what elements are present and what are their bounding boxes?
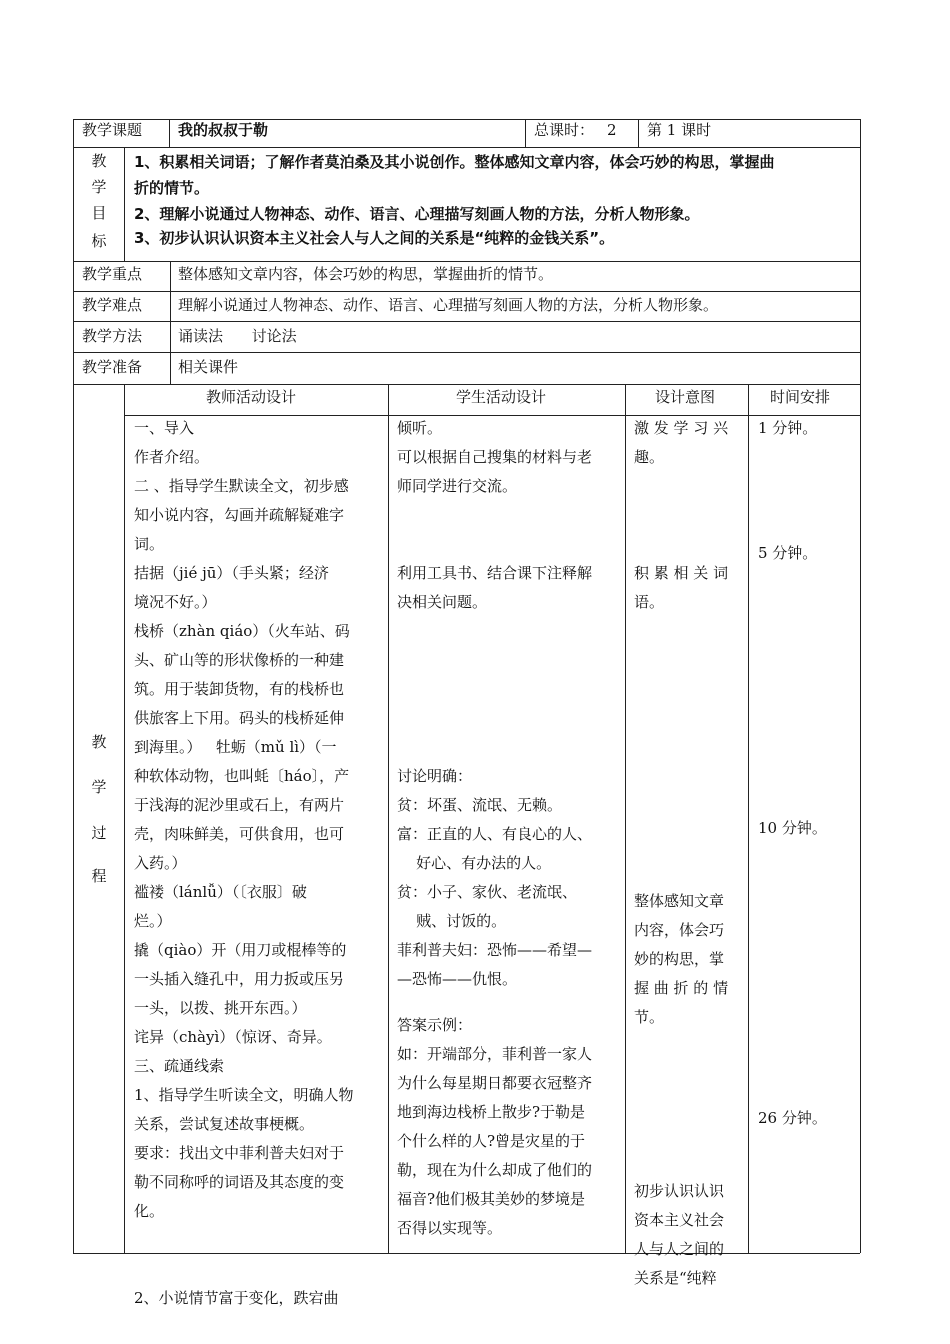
student-line: 倾听。 [397,419,443,437]
col-header-intent: 设计意图 [655,388,716,406]
teacher-line: 到海里。） 牡蛎（mǔ lì）（一 [134,738,337,756]
intent-line: 积 累 相 关 词 [634,564,729,582]
student-line: 富：正直的人、有良心的人、 [397,825,593,843]
time-column [758,414,858,1244]
student-line: 菲利普夫妇：恐怖——希望— [397,941,593,959]
intent-line: 人与人之间的 [634,1239,725,1258]
teacher-line: 三、疏通线索 [134,1057,225,1075]
teacher-line: 作者介绍。 [134,448,210,466]
student-line: 否得以实现等。 [397,1219,503,1238]
intent-line: 初步认识认识 [634,1181,725,1200]
teacher-line: 烂。） [134,912,172,930]
teacher-line: 化。 [134,1202,165,1220]
time-line: 10 分钟。 [758,819,827,838]
teacher-line: 筑。用于装卸货物，有的栈桥也 [134,680,345,698]
design-intent-column [634,414,746,1287]
time-line: 26 分钟。 [758,1109,827,1128]
intent-line: 节。 [634,1007,665,1026]
teacher-line: 知小说内容，勾画并疏解疑难字 [134,506,345,524]
student-line: 贼、讨饭的。 [397,912,507,930]
teacher-line: 一头插入缝孔中，用力扳或压另 [134,970,345,988]
teacher-line: 壳，肉味鲜美，可供食用，也可 [134,825,345,843]
teacher-line: 境况不好。） [134,593,217,611]
col-header-student: 学生活动设计 [456,388,547,406]
col-header-teacher: 教师活动设计 [206,388,297,406]
student-line: 师同学进行交流。 [397,477,518,495]
teacher-line: 二 、指导学生默读全文，初步感 [134,477,349,495]
col-header-time: 时间安排 [770,388,831,406]
teacher-line: 词。 [134,535,165,553]
topic-value: 我的叔叔于勒 [178,121,269,139]
teacher-line: 诧异（chàyì）（惊讶、奇异。 [134,1028,332,1046]
preparation-label: 教学准备 [82,358,143,376]
objective-line: 折的情节。 [134,179,210,197]
key-point-value: 整体感知文章内容，体会巧妙的构思，掌握曲折的情节。 [178,265,554,283]
student-line: 利用工具书、结合课下注释解 [397,564,593,582]
time-line: 1 分钟。 [758,419,818,437]
objective-line: 2、理解小说通过人物神态、动作、语言、心理描写刻画人物的方法，分析人物形象。 [134,205,700,223]
student-line: 如：开端部分，菲利普一家人 [397,1045,593,1064]
teacher-line: 褴褛（lánlǚ）（〔衣服〕破 [134,883,307,901]
intent-line: 资本主义社会 [634,1210,725,1229]
intent-line: 握 曲 折 的 情 [634,978,729,997]
intent-line: 妙的构思，掌 [634,949,725,968]
teacher-line [134,1255,384,1284]
intent-line: 关系是“纯粹 [634,1268,717,1287]
student-line: 为什么每星期日都要衣冠整齐 [397,1074,593,1093]
teacher-line: 栈桥（zhàn qiáo）（火车站、码 [134,622,350,640]
key-point-label: 教学重点 [82,265,143,283]
method-label: 教学方法 [82,327,143,345]
teacher-line: 勒不同称呼的词语及其态度的变 [134,1173,345,1191]
student-line: 贫：坏蛋、流氓、无赖。 [397,796,563,814]
student-line: 讨论明确： [397,767,473,785]
student-line: 答案示例： [397,1016,473,1035]
student-line: 福音?他们极其美妙的梦境是 [397,1190,586,1209]
teacher-line: 撬（qiào）开（用刀或棍棒等的 [134,941,347,959]
student-line: 好心、有办法的人。 [397,854,552,872]
student-activity-column [397,414,622,1244]
teacher-line: 供旅客上下用。码头的栈桥延伸 [134,709,345,727]
teacher-activity-column [134,414,384,1313]
student-line: 可以根据自己搜集的材料与老 [397,448,593,466]
teacher-line: 种软体动物，也叫蚝〔háo〕，产 [134,767,350,785]
current-hour: 第 1 课时 [647,121,712,139]
student-line: —恐怖——仇恨。 [397,970,518,988]
teacher-line: 头、矿山等的形状像桥的一种建 [134,651,345,669]
topic-label: 教学课题 [82,121,143,139]
student-line: 贫：小子、家伙、老流氓、 [397,883,578,901]
difficulty-label: 教学难点 [82,296,143,314]
teacher-line: 一头，以拨、挑开东西。） [134,999,307,1017]
teacher-line [134,1226,384,1255]
teacher-line: 于浅海的泥沙里或石上，有两片 [134,796,345,814]
teacher-line: 关系，尝试复述故事梗概。 [134,1115,315,1133]
intent-line: 整体感知文章 [634,891,725,910]
teacher-line: 入药。） [134,854,187,872]
time-line: 5 分钟。 [758,543,818,562]
preparation-value: 相关课件 [178,358,239,376]
teacher-line: 2、小说情节富于变化，跌宕曲 [134,1289,339,1307]
method-value: 诵读法 讨论法 [178,327,297,345]
total-hours-label: 总课时： [534,121,595,139]
intent-line: 语。 [634,593,665,611]
intent-line: 趣。 [634,448,665,466]
objective-line: 1、积累相关词语；了解作者莫泊桑及其小说创作。整体感知文章内容，体会巧妙的构思，掌握曲 [134,153,775,171]
student-line: 勒，现在为什么却成了他们的 [397,1161,593,1180]
teacher-line: 要求：找出文中菲利普夫妇对于 [134,1144,345,1162]
student-line: 个什么样的人?曾是灾星的于 [397,1132,586,1151]
teacher-line: 1、指导学生听读全文，明确人物 [134,1086,354,1104]
teacher-line: 拮据（jié jū）（手头紧；经济 [134,564,329,582]
total-hours-value: 2 [607,121,617,139]
intent-line: 内容，体会巧 [634,920,725,939]
objective-line: 3、初步认识认识资本主义社会人与人之间的关系是“纯粹的金钱关系”。 [134,229,615,247]
student-line: 决相关问题。 [397,593,488,611]
intent-line: 激 发 学 习 兴 [634,419,729,437]
student-line: 地到海边栈桥上散步?于勒是 [397,1103,586,1122]
teacher-line: 一、导入 [134,419,195,437]
difficulty-value: 理解小说通过人物神态、动作、语言、心理描写刻画人物的方法，分析人物形象。 [178,296,719,314]
